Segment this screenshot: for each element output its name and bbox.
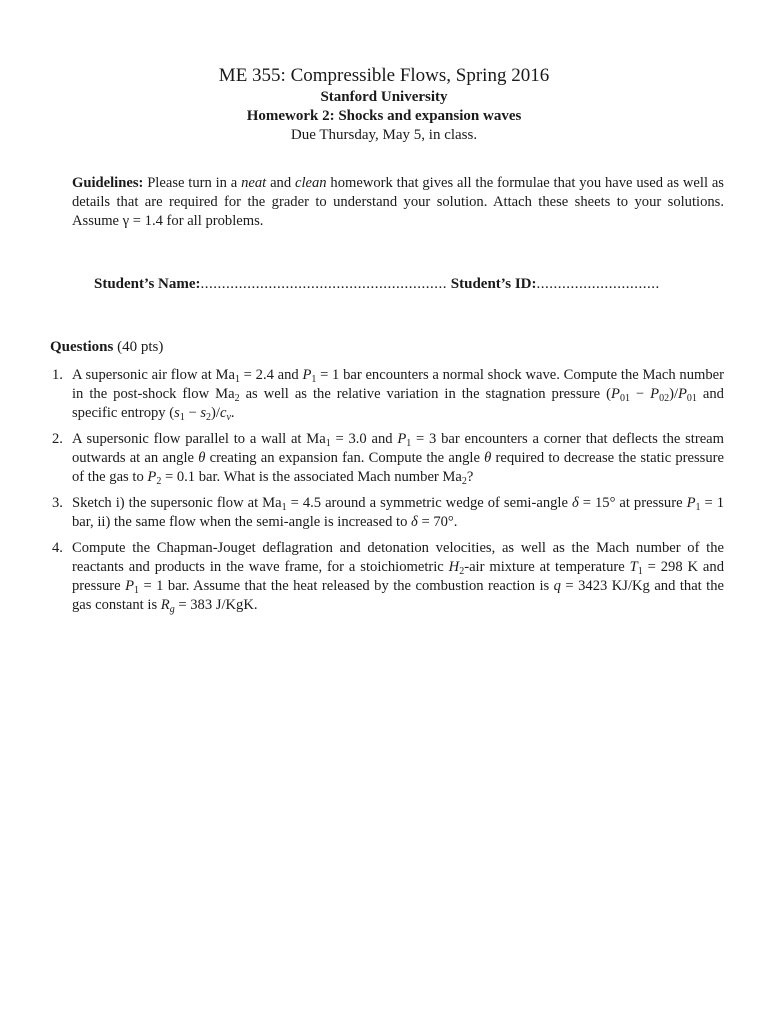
course-title: ME 355: Compressible Flows, Spring 2016: [218, 65, 550, 86]
student-id-field[interactable]: .............................: [536, 276, 660, 292]
questions-list: [50, 366, 724, 622]
student-info-line: [94, 276, 694, 293]
question-item: 4. Compute the Chapman-Jouget deflagration and detonation velocities, as well as the Mach number of the reactants and products in the wave frame, for a stoichiometric $H_2$-air mixture at temperature $T_1 = 298$ K and pressure $P_1 = 1$ bar. Assume that the heat released by the combustion reaction is q = 3423 KJ/Kg and that the gas constant is $R_g = 383$ J/KgK.: [52, 540, 725, 615]
student-name-field[interactable]: ..........................................................: [200, 276, 448, 292]
guidelines-paragraph: [72, 174, 724, 231]
question-number: 1.: [52, 367, 63, 383]
guidelines-text-c: homework that gives all the formulae that you have used as well as details that are required for the grader to understand your solution. Attach these sheets to your solutions. Assume γ = 1.4 for all problems.: [72, 175, 724, 229]
question-number: 2.: [52, 431, 63, 447]
question-item: 3. Sketch i) the supersonic flow at $Ma_1 = 4.5$ around a symmetric wedge of semi-angle δ = 15° at pressure $P_1 = 1$ bar, ii) the same flow when the semi-angle is increased to δ = 70°.: [52, 495, 725, 530]
question-item: 1. A supersonic air flow at $Ma_1 = 2.4$ and $P_1 = 1$ bar encounters a normal shock wave. Compute the Mach number in the post-shock flow $Ma_2$ as well as the relative variation in the stagnation pressure $(P_{01} - P_{02})/P_{01}$ and specific entropy $(s_1 - s_2)/c_v$.: [52, 367, 724, 423]
student-name-label: Student’s Name:: [94, 276, 201, 292]
guidelines-neat: neat: [241, 175, 267, 191]
due-date: Due Thursday, May 5, in class.: [290, 127, 478, 143]
guidelines-text-b: and: [266, 175, 295, 191]
questions-label: Questions: [50, 339, 114, 355]
questions-heading: [50, 339, 163, 356]
question-item: 2. A supersonic flow parallel to a wall at $Ma_1 = 3.0$ and $P_1 = 3$ bar encounters a corner that deflects the stream outwards at an angle θ creating an expansion fan. Compute the angle θ required to decrease the static pressure of the gas to $P_2 = 0.1$ bar. What is the associated Mach number $Ma_2$?: [52, 431, 725, 487]
guidelines-clean: clean: [294, 175, 327, 191]
student-id-label: Student’s ID:: [450, 276, 537, 292]
question-number: 4.: [52, 540, 63, 556]
guidelines-label: Guidelines:: [72, 175, 144, 191]
guidelines-text-a: Please turn in a: [147, 175, 242, 191]
question-number: 3.: [52, 495, 63, 511]
document-header: [0, 64, 768, 145]
university-name: Stanford University: [320, 89, 448, 105]
homework-title: Homework 2: Shocks and expansion waves: [246, 108, 522, 124]
questions-points: (40 pts): [117, 339, 164, 355]
